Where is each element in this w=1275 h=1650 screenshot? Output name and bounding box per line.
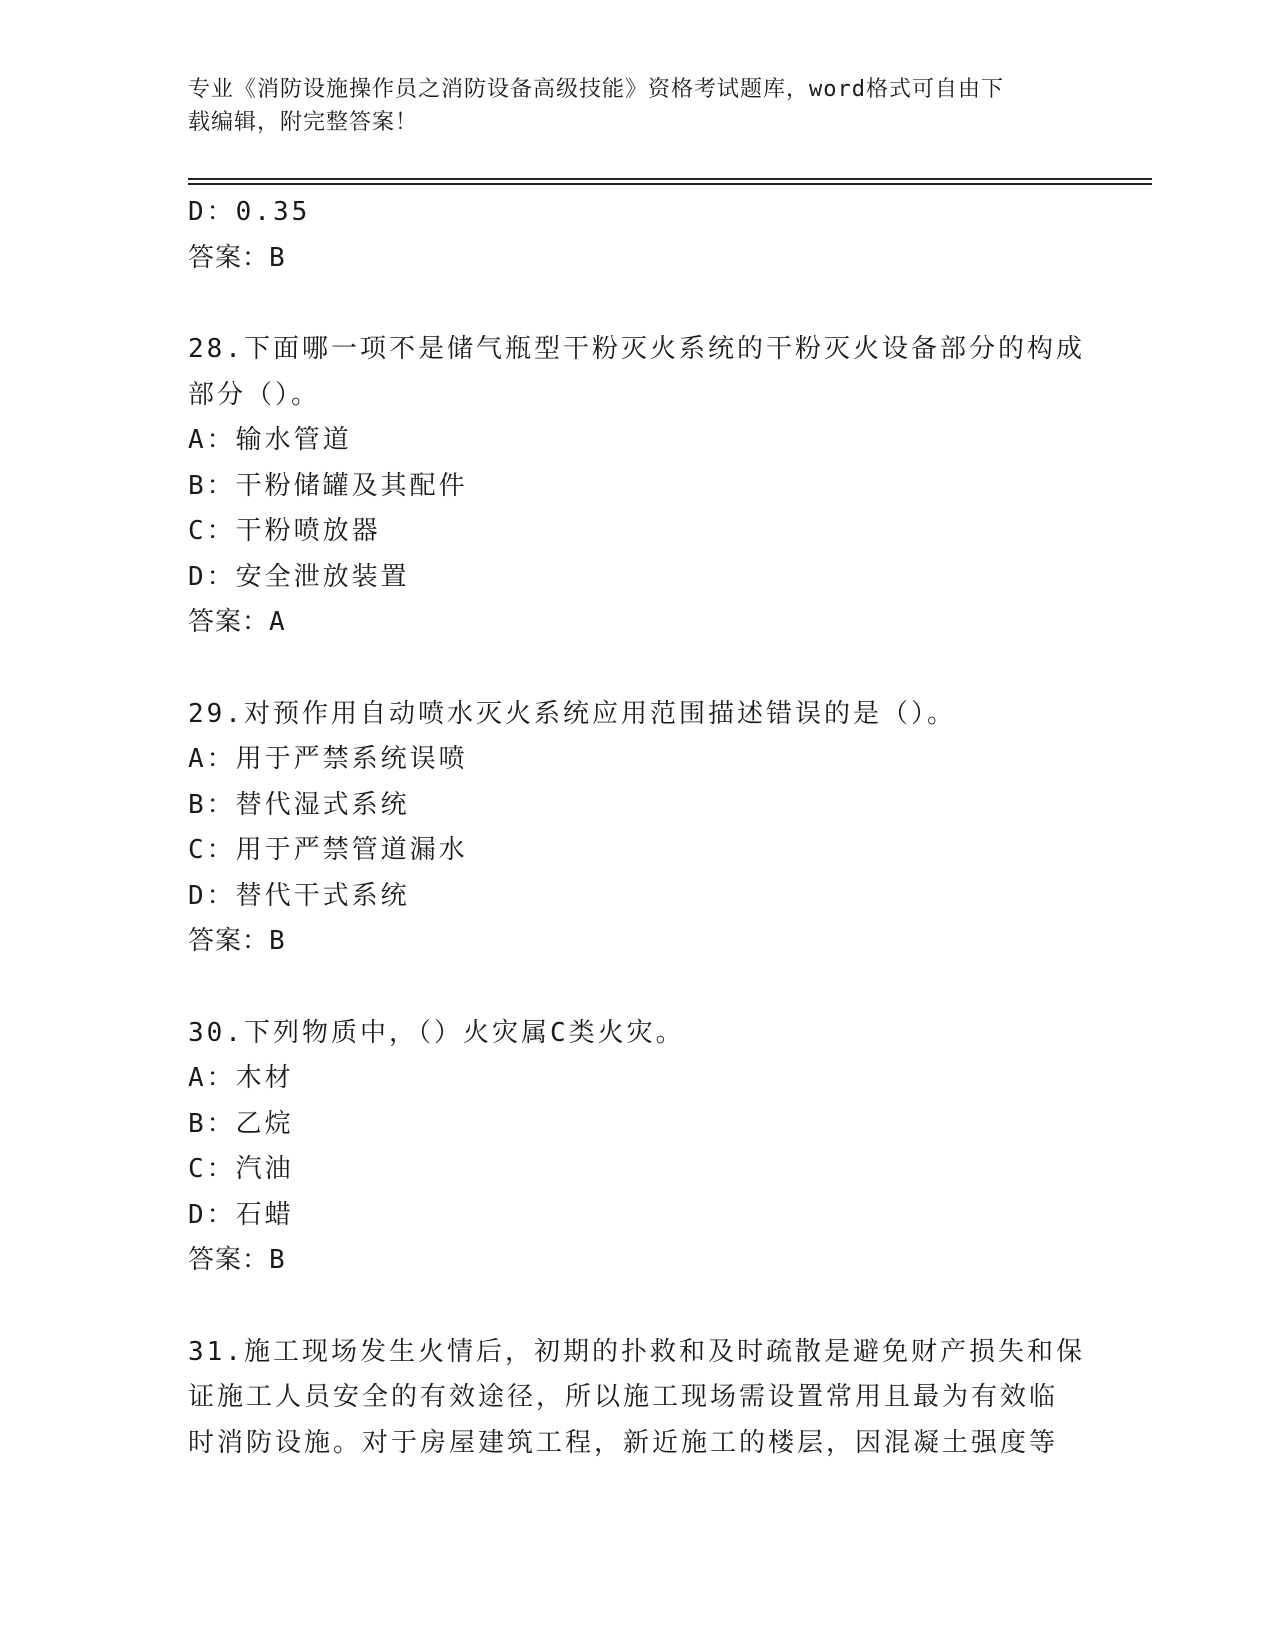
spacer bbox=[188, 965, 1088, 1011]
answer: 答案：B bbox=[188, 926, 286, 956]
question-29 bbox=[188, 692, 1088, 965]
option-d: D：安全泄放装置 bbox=[188, 561, 410, 592]
option-c: C：汽油 bbox=[188, 1154, 294, 1184]
question-stem-line: 时消防设施。对于房屋建筑工程，新近施工的楼层，因混凝土强度等 bbox=[188, 1427, 1059, 1458]
question-30 bbox=[188, 1011, 1088, 1284]
option-c: C：用于严禁管道漏水 bbox=[188, 835, 468, 865]
question-stem-line: 31.施工现场发生火情后，初期的扑救和及时疏散是避免财产损失和保 bbox=[188, 1336, 1085, 1367]
option-b: B：替代湿式系统 bbox=[188, 789, 410, 820]
option-d: D：石蜡 bbox=[188, 1199, 294, 1230]
question-list bbox=[188, 190, 1088, 1466]
option-a: A：用于严禁系统误喷 bbox=[188, 744, 468, 774]
header-line-1: 专业《消防设施操作员之消防设备高级技能》资格考试题库，word格式可自由下 bbox=[188, 77, 1004, 102]
question-stem-line: 29.对预作用自动喷水灭火系统应用范围描述错误的是（）。 bbox=[188, 698, 956, 729]
question-28 bbox=[188, 327, 1088, 646]
question-stem-line: 28.下面哪一项不是储气瓶型干粉灭火系统的干粉灭火设备部分的构成 bbox=[188, 334, 1085, 364]
question-stem-line: 部分（）。 bbox=[188, 379, 321, 410]
question-stem-line: 30.下列物质中，（）火灾属C类火灾。 bbox=[188, 1017, 685, 1048]
option-c: C：干粉喷放器 bbox=[188, 516, 381, 546]
option-a: A：输水管道 bbox=[188, 425, 352, 455]
header-divider-bottom bbox=[188, 183, 1152, 185]
spacer bbox=[188, 1284, 1088, 1330]
prev-option-d: D：0.35 bbox=[188, 197, 311, 227]
question-stem-line: 证施工人员安全的有效途径，所以施工现场需设置常用且最为有效临 bbox=[188, 1382, 1059, 1412]
spacer bbox=[188, 281, 1088, 327]
answer: 答案：B bbox=[188, 1245, 286, 1275]
option-b: B：乙烷 bbox=[188, 1108, 294, 1139]
page-header bbox=[188, 73, 1068, 139]
spacer bbox=[188, 646, 1088, 692]
header-line-2: 载编辑，附完整答案！ bbox=[188, 110, 419, 135]
header-divider-top bbox=[188, 178, 1152, 180]
option-d: D：替代干式系统 bbox=[188, 880, 410, 911]
option-b: B：干粉储罐及其配件 bbox=[188, 470, 468, 501]
question-31 bbox=[188, 1330, 1088, 1467]
prev-answer: 答案：B bbox=[188, 242, 286, 273]
option-a: A：木材 bbox=[188, 1063, 294, 1093]
answer: 答案：A bbox=[188, 607, 286, 637]
